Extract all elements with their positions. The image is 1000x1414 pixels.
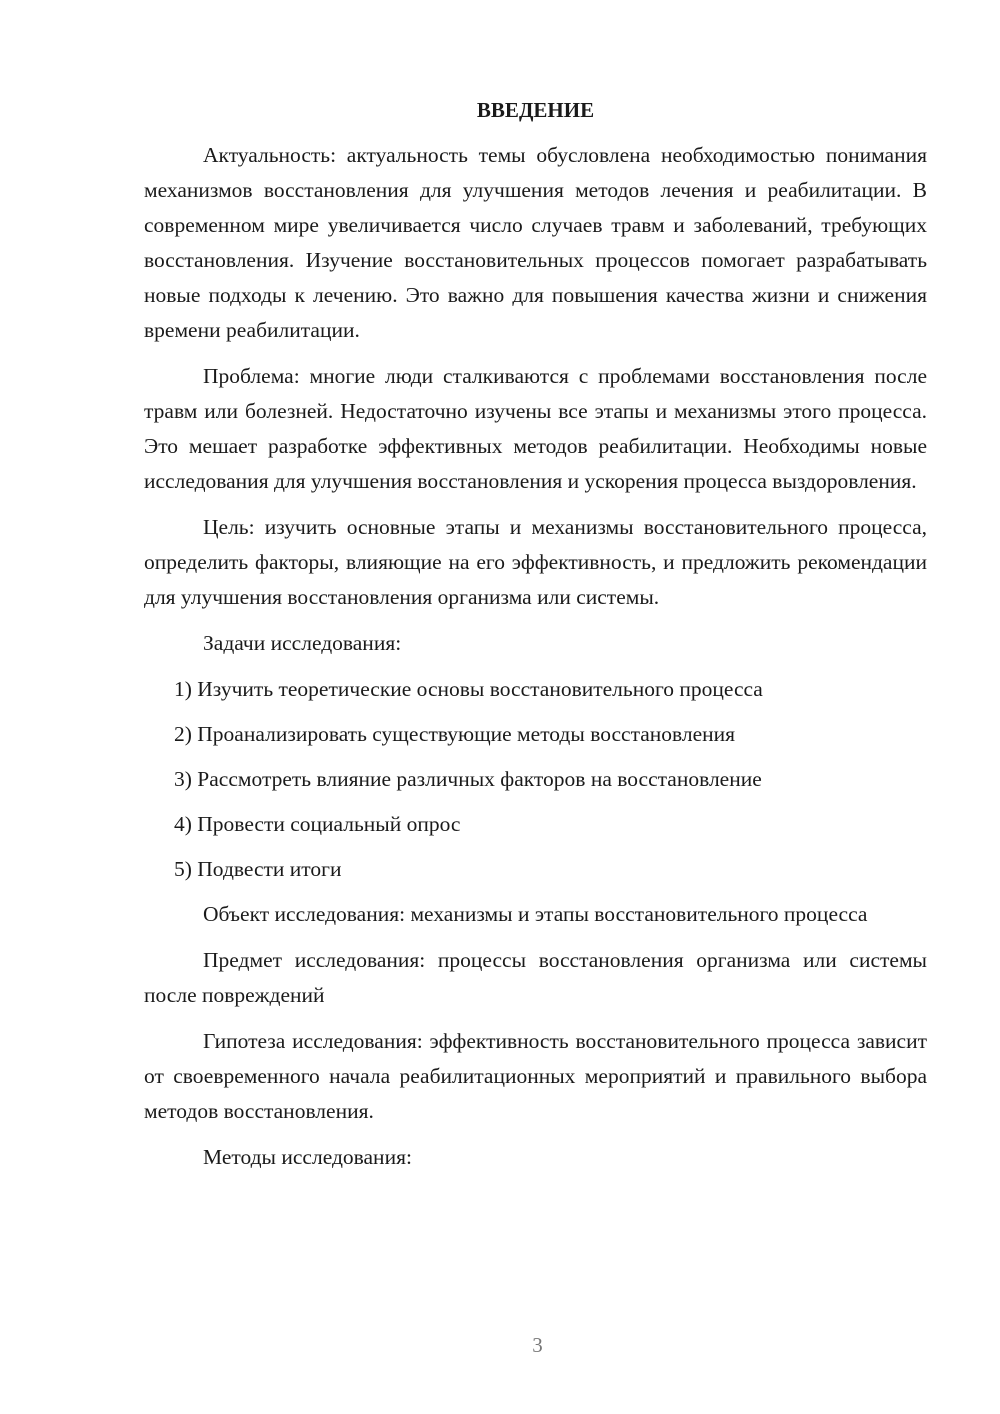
list-item: 5) Подвести итоги [174,857,342,881]
list-item: 3) Рассмотреть влияние различных факторов на восстановление [174,767,762,791]
list-item: 1) Изучить теоретические основы восстановительного процесса [174,677,763,701]
methods-heading: Методы исследования: [203,1145,412,1169]
goal-paragraph: Цель: изучить основные этапы и механизмы восстановительного процесса, определить факторы, влияющие на его эффективность, и предложить рекомендации для улучшения восстановления организма или системы. [144,515,927,609]
list-item: 2) Проанализировать существующие методы восстановления [174,722,736,746]
object-paragraph: Объект исследования: механизмы и этапы восстановительного процесса [203,902,868,926]
subject-paragraph: Предмет исследования: процессы восстановления организма или системы после повреждений [144,948,927,1007]
page-number: 3 [532,1333,543,1357]
list-item: 4) Провести социальный опрос [174,812,461,836]
hypothesis-paragraph: Гипотеза исследования: эффективность восстановительного процесса зависит от своевременного начала реабилитационных мероприятий и правильного выбора методов восстановления. [144,1029,927,1123]
page-title: ВВЕДЕНИЕ [476,98,595,122]
problem-paragraph: Проблема: многие люди сталкиваются с проблемами восстановления после травм или болезней. Недостаточно изучены все этапы и механизмы этого процесса. Это мешает разработке эффективных методов реабилитации. Необходимы новые исследования для улучшения восстановления и ускорения процесса выздоровления. [144,364,927,493]
relevance-paragraph: Актуальность: актуальность темы обусловлена необходимостью понимания механизмов восстановления для улучшения методов лечения и реабилитации. В современном мире увеличивается число случаев травм и заболеваний, требующих восстановления. Изучение восстановительных процессов помогает разрабатывать новые подходы к лечению. Это важно для повышения качества жизни и снижения времени реабилитации. [144,143,927,342]
document-page [144,94,927,1186]
tasks-heading: Задачи исследования: [203,631,402,655]
